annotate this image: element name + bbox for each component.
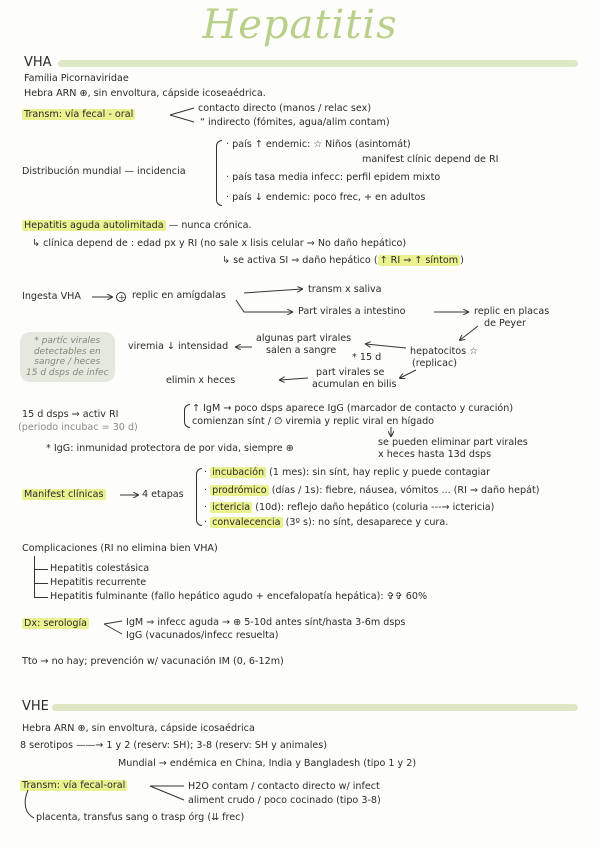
complic-item: Hepatitis fulminante (fallo hepático agudo + encefalopatía hepática): ✞✞ 60% <box>50 591 428 602</box>
part-intestino: Part virales a intestino <box>298 306 406 317</box>
ingesta-text: Ingesta VHA <box>22 291 81 302</box>
acute-rest: — nunca crónica. <box>168 220 252 231</box>
section-heading-vha: VHA <box>24 55 52 70</box>
stage-ictericia: · ictericia (10d): reflejo daño hepático (coluria ---→ ictericia) <box>204 502 495 513</box>
viremia-text: viremia ↓ intensidad <box>128 341 229 352</box>
transm-indirect: “ indirecto (fómites, agua/alim contam) <box>200 117 390 128</box>
badge-line: * partíc virales <box>34 336 101 346</box>
badge-line: sangre / heces <box>34 357 101 367</box>
day15-text: * 15 d <box>352 352 382 363</box>
eliminar-line-2: x heces hasta 13d dsps <box>378 449 492 460</box>
family-text: Familia Picornaviridae <box>24 73 129 84</box>
dist-item-low: · país ↓ endemic: poco frec, + en adultos <box>226 192 426 203</box>
stage-prodromico-name: prodrómico <box>212 485 267 496</box>
stage-prodromico: · prodrómico (días / 1s): fiebre, náusea, vómitos ... (RI ⇒ daño hepát) <box>204 485 540 496</box>
dx-label-text: Dx: serología <box>24 618 88 629</box>
manifest-etapas: 4 etapas <box>142 489 184 500</box>
activ-line-2: comienzan sínt / ∅ viremia y replic viral en hígado <box>192 416 435 427</box>
algunas-line-2: salen a sangre <box>266 345 337 356</box>
manifest-label-text: Manifest clínicas <box>24 489 104 500</box>
vhe-transm-1: H2O contam / contacto directo w/ infect <box>188 781 380 792</box>
badge-line: detectables en <box>33 346 101 357</box>
vhe-strand: Hebra ARN ⊕, sin envoltura, cápside icosaédrica <box>22 723 255 734</box>
transm-label-text: Transm: vía fecal - oral <box>24 109 134 120</box>
page-title: Hepatitis <box>202 2 398 48</box>
replic-amigdalas: replic en amígdalas <box>132 290 226 301</box>
hepatocitos-2: (replicac) <box>412 358 457 369</box>
activ-label: 15 d dsps ⇒ activ RI <box>22 409 119 420</box>
section-heading-vhe: VHE <box>22 699 49 714</box>
algunas-line-1: algunas part virales <box>256 333 352 344</box>
dx-igg: IgG (vacunados/infecc resuelta) <box>126 630 279 641</box>
dx-igm: IgM ⇒ infecc aguda → ⊕ 5-10d antes sínt/hasta 3-6m dsps <box>126 617 406 628</box>
complic-heading: Complicaciones (RI no elimina bien VHA) <box>22 543 218 554</box>
stage-prodromico-desc: (días / 1s): fiebre, náusea, vómitos ... (RI ⇒ daño hepát) <box>271 485 540 496</box>
replic-placas-2: de Peyer <box>484 318 526 329</box>
acute-highlight: Hepatitis aguda autolimitada <box>24 220 164 231</box>
clinic-line-2-post: ) <box>460 255 464 266</box>
vhe-mundial: Mundial → endémica en China, India y Bangladesh (tipo 1 y 2) <box>118 758 417 769</box>
vhe-transm-3: placenta, transfus sang o trasp órg (⇊ frec) <box>36 812 245 823</box>
svg-text:+: + <box>118 293 126 302</box>
strand-text: Hebra ARN ⊕, sin envoltura, cápside icoseaédrica. <box>24 88 266 99</box>
stage-ictericia-desc: (10d): reflejo daño hepático (coluria ---→ ictericia) <box>255 502 495 513</box>
tto-line: Tto → no hay; prevención w/ vacunación IM (0, 6-12m) <box>22 656 284 667</box>
replic-placas-1: replic en placas <box>474 306 550 317</box>
stage-convalecencia: · convalecencia (3º s): no sínt, desaparece y cura. <box>204 517 449 528</box>
badge-line: 15 d dsps de infec <box>26 367 109 378</box>
igg-note: * IgG: inmunidad protectora de por vida, siempre ⊕ <box>46 443 294 454</box>
dist-item-medium: · país tasa media infecc: perfil epidem mixto <box>226 172 441 183</box>
vhe-serotipos: 8 serotipos ——→ 1 y 2 (reserv: SH); 3-8 (reserv: SH y animales) <box>20 740 328 751</box>
distribution-label: Distribución mundial — incidencia <box>22 166 186 177</box>
activ-line-1: ↑ IgM → poco dsps aparece IgG (marcador de contacto y curación) <box>192 403 514 414</box>
clinic-line-1: ↳ clínica depend de : edad px y RI (no sale x lisis celular ⇒ No daño hepático) <box>32 238 407 249</box>
stage-incubacion-name: incubación <box>212 467 265 478</box>
hepatocitos-1: hepatocitos ☆ <box>410 346 478 357</box>
complic-item: Hepatitis recurrente <box>50 577 147 588</box>
stage-convalecencia-desc: (3º s): no sínt, desaparece y cura. <box>285 517 449 528</box>
vhe-transm-label-text: Transm: vía fecal-oral <box>22 780 126 791</box>
vhe-transm-2: aliment crudo / poco cocinado (tipo 3-8) <box>188 795 381 806</box>
clinic-line-2-pre: ↳ se activa SI ⇒ daño hepático ( <box>222 255 378 266</box>
clinic-line-2-highlight: ↑ RI ⇒ ↑ síntom <box>379 255 459 266</box>
dist-item-high: · país ↑ endemic: ☆ Niños (asintomát) <box>226 139 411 150</box>
eliminar-line-1: se pueden eliminar part virales <box>378 437 528 448</box>
part-acum-1: part virales se <box>316 367 385 378</box>
stage-incubacion-desc: (1 mes): sin sínt, hay replic y puede contagiar <box>269 467 491 478</box>
elimin-text: elimin x heces <box>166 375 236 386</box>
part-acum-2: acumulan en bilis <box>312 379 397 390</box>
transm-direct: contacto directo (manos / relac sex) <box>198 103 372 114</box>
dist-item-high-note: manifest clínic depend de RI <box>362 154 499 165</box>
stage-incubacion: · incubación (1 mes): sin sínt, hay replic y puede contagiar <box>204 467 491 478</box>
stage-ictericia-name: ictericia <box>212 502 251 513</box>
periodo-incubacion: (periodo incubac = 30 d) <box>18 422 138 433</box>
stage-convalecencia-name: convalecencia <box>212 517 281 528</box>
transm-saliva: transm x saliva <box>308 284 382 295</box>
complic-item: Hepatitis colestásica <box>50 563 150 574</box>
